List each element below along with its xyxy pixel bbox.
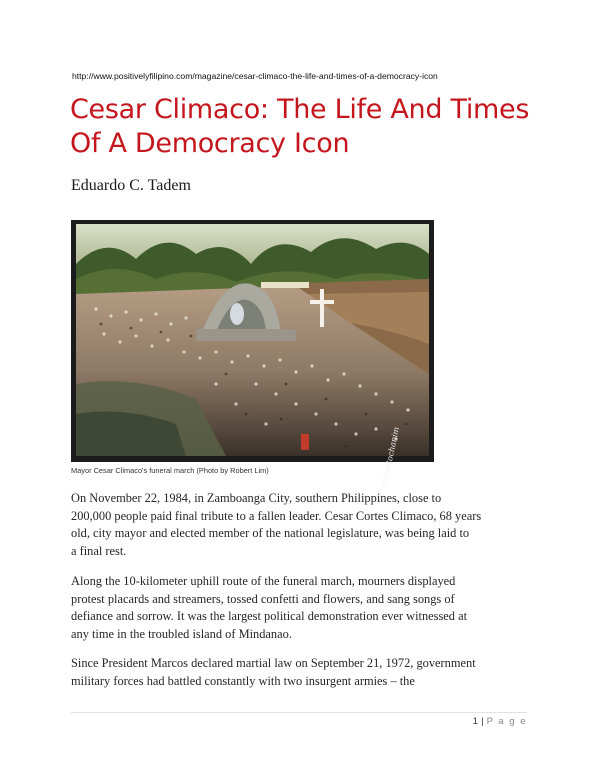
source-url[interactable]: http://www.positivelyfilipino.com/magazine/cesar-climaco-the-life-and-times-of-a-democracy-icon <box>72 71 438 81</box>
paragraph-line: Since President Marcos declared martial law on September 21, 1972, government <box>71 656 476 670</box>
photo-caption: Mayor Cesar Climaco's funeral march (Photo by Robert Lim) <box>71 466 269 475</box>
paragraph-line: On November 22, 1984, in Zamboanga City, southern Philippines, close to <box>71 491 442 505</box>
page-label: P a g e <box>486 716 527 727</box>
title-line: Of A Democracy Icon <box>70 128 350 159</box>
page-footer <box>473 716 527 727</box>
article-title <box>70 93 540 161</box>
page-number: 1 <box>472 716 479 727</box>
title-line: Cesar Climaco: The Life And Times <box>70 94 530 125</box>
footer-separator: | <box>481 716 484 727</box>
paragraph-line: defiance and sorrow. It was the largest political demonstration ever witnessed at <box>71 609 468 624</box>
paragraph-line: a final rest. <box>71 543 127 558</box>
paragraph-3 <box>71 655 541 690</box>
footer-divider <box>71 712 527 713</box>
paragraph-1 <box>71 490 541 560</box>
paragraph-line: any time in the troubled island of Mindanao. <box>71 626 292 641</box>
paragraph-2 <box>71 573 541 643</box>
article-author: Eduardo C. Tadem <box>71 177 191 194</box>
paragraph-line: protest placards and streamers, tossed confetti and flowers, and sang songs of <box>71 591 455 606</box>
paragraph-line: 200,000 people paid final tribute to a fallen leader. Cesar Cortes Climaco, 68 years <box>71 508 482 523</box>
paragraph-line: Along the 10-kilometer uphill route of the funeral march, mourners displayed <box>71 574 456 588</box>
photo-illustration <box>76 224 429 456</box>
photo-watermark: robertochanim <box>379 426 401 487</box>
paragraph-line: military forces had battled constantly with two insurgent armies – the <box>71 673 415 688</box>
paragraph-line: old, city mayor and elected member of the national legislature, was being laid to <box>71 526 470 541</box>
